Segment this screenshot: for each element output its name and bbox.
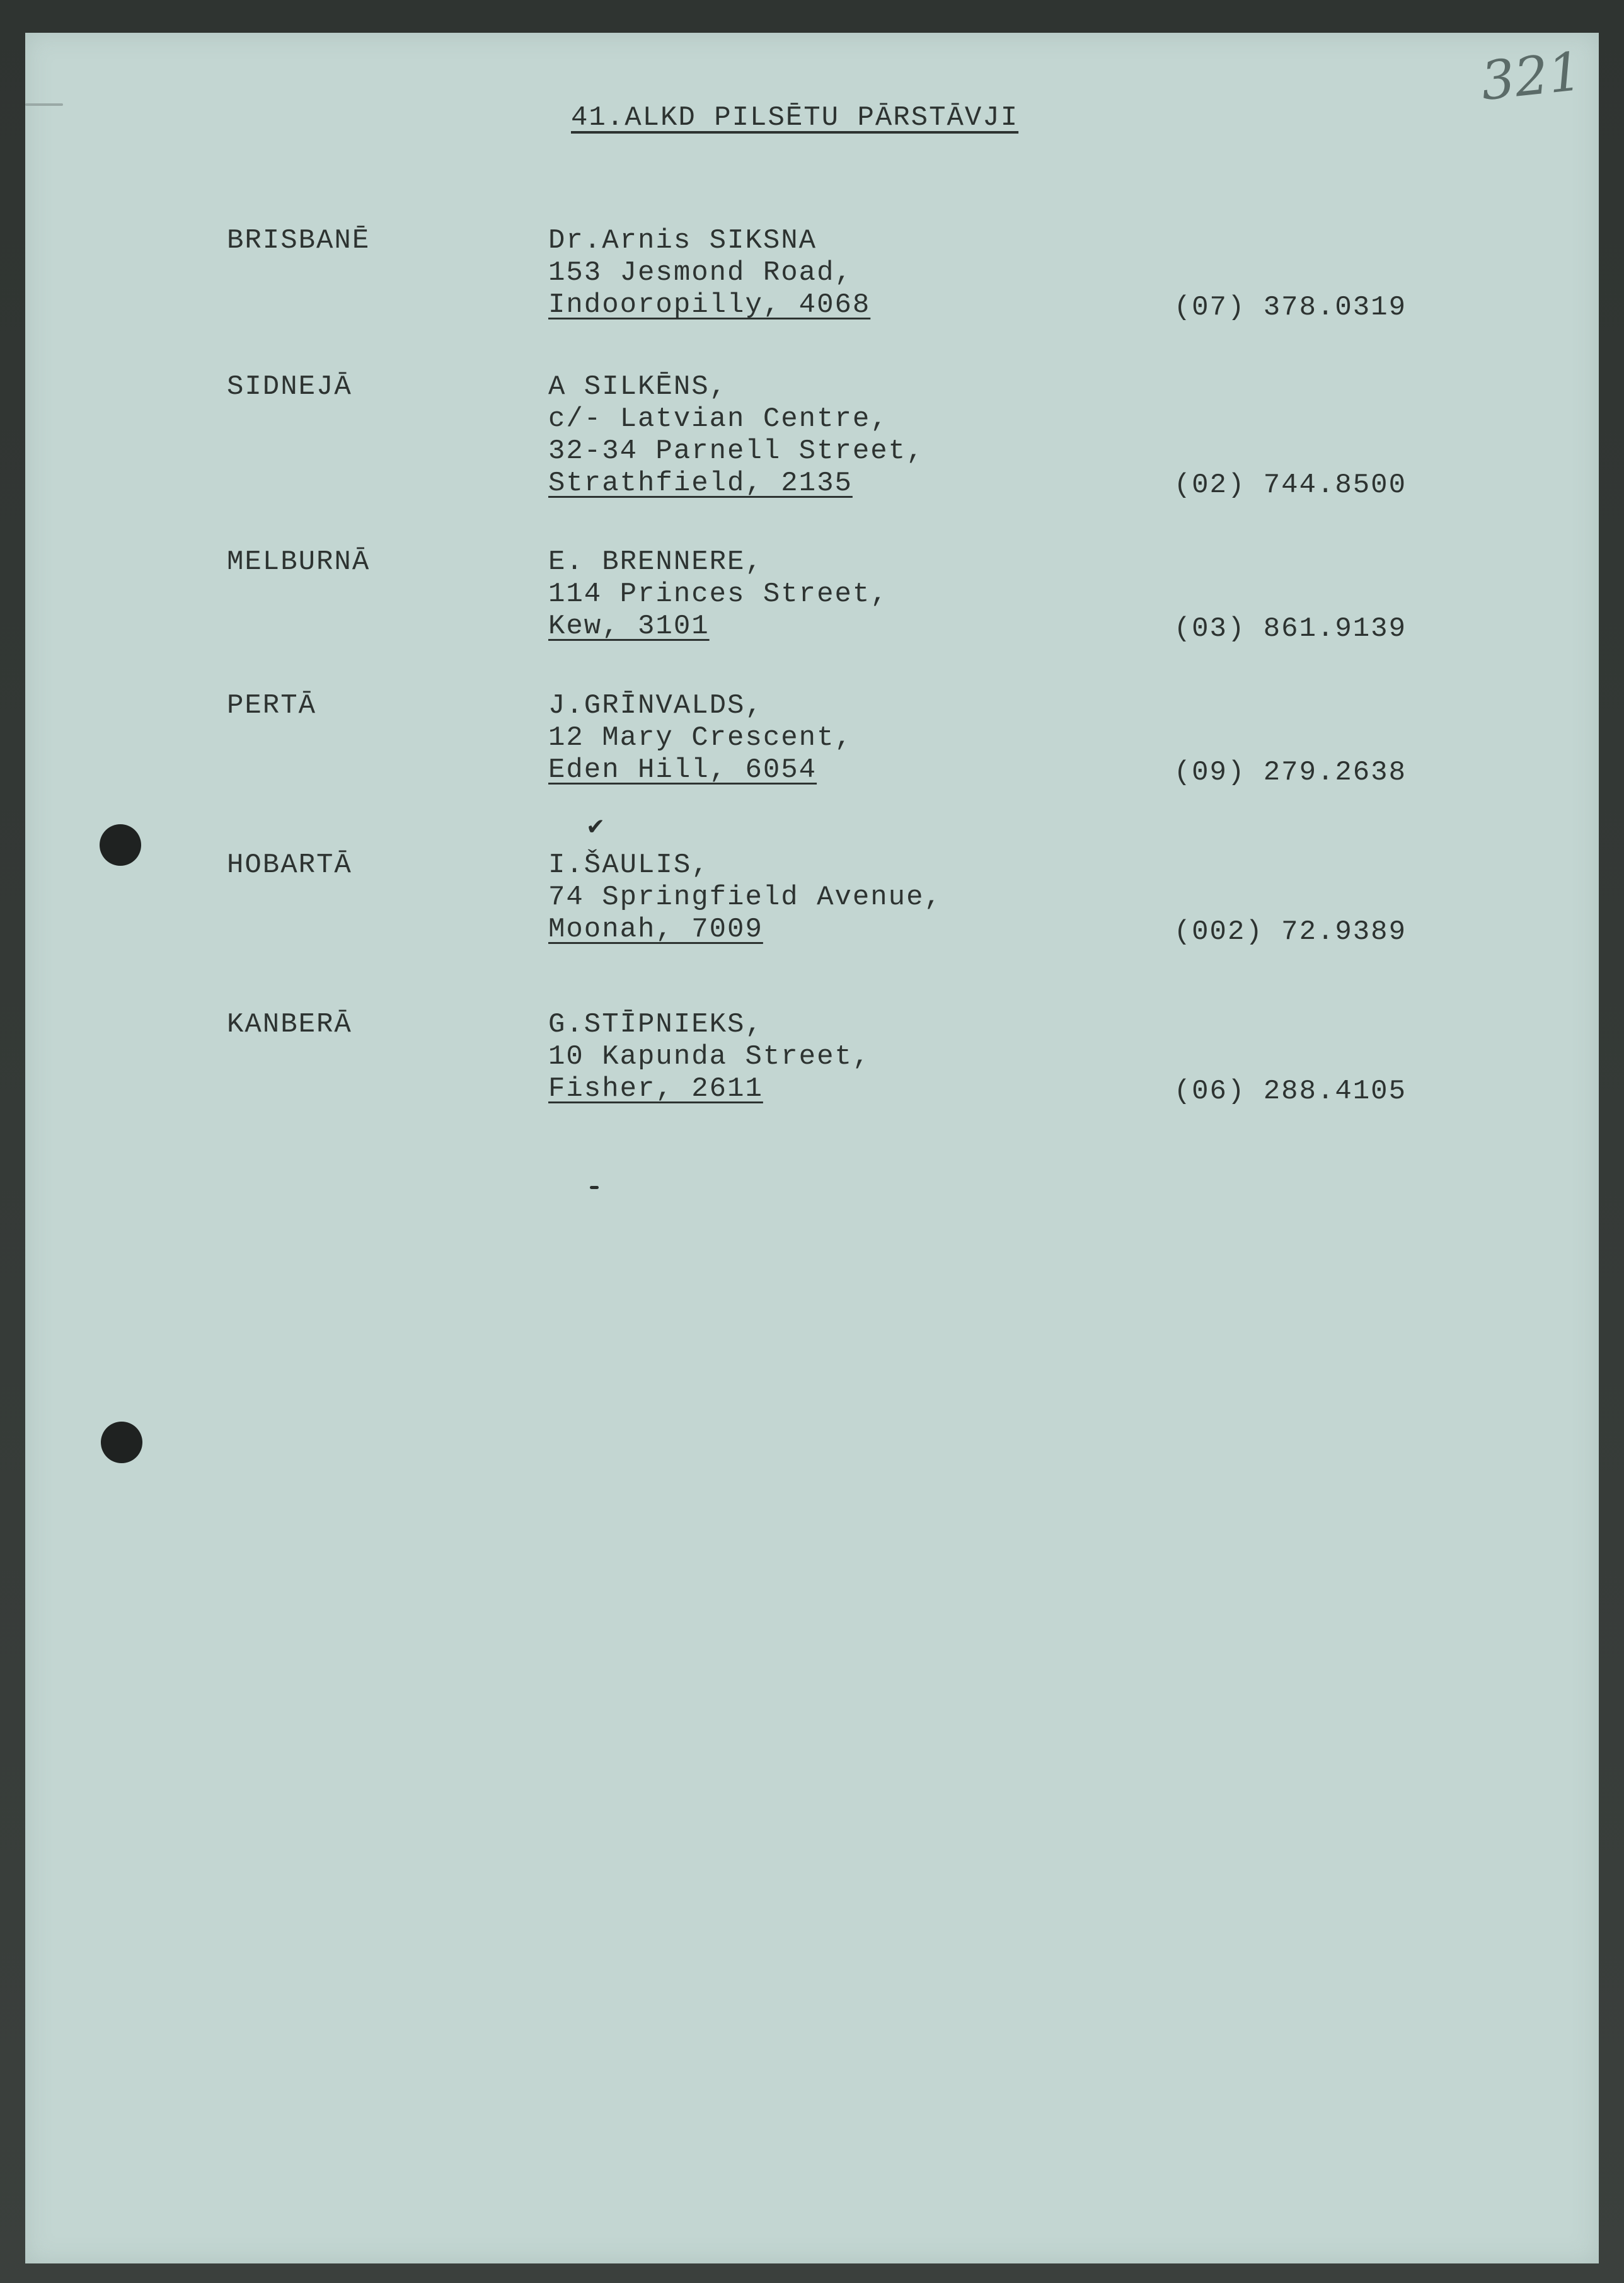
locality-line: Kew, 3101 [548,611,710,642]
city-name: SIDNEJĀ [227,371,352,403]
representative-name: E. BRENNERE, [548,546,763,578]
phone-number: (07) 378.0319 [1173,292,1407,323]
locality-line: Strathfield, 2135 [548,468,853,499]
representative-name: J.GRĪNVALDS, [548,690,763,722]
edge-pencil-mark [25,103,63,106]
address-block [548,546,889,643]
locality-line: Eden Hill, 6054 [548,754,817,786]
pen-tick-mark: ✔ [586,814,606,840]
phone-number: (06) 288.4105 [1173,1076,1407,1107]
address-line: 10 Kapunda Street, [548,1041,871,1072]
city-name: BRISBANĒ [227,225,371,256]
handwritten-page-number: 321 [1478,40,1586,113]
representative-name: A SILKĒNS, [548,371,728,403]
punch-hole [100,824,141,866]
document-title: 41.ALKD PILSĒTU PĀRSTĀVJI [571,102,1019,134]
phone-number: (02) 744.8500 [1173,469,1407,501]
city-name: MELBURNĀ [227,546,371,578]
address-block [548,371,924,500]
phone-number: (09) 279.2638 [1173,757,1407,788]
phone-number: (002) 72.9389 [1173,916,1407,948]
city-name: KANBERĀ [227,1009,352,1040]
locality-line: Moonah, 7009 [548,914,763,945]
address-block [548,225,870,321]
pen-dash-mark [590,1186,599,1189]
address-line: 12 Mary Crescent, [548,722,853,754]
address-block [548,1009,870,1105]
address-line: 74 Springfield Avenue, [548,882,942,913]
locality-line: Fisher, 2611 [548,1073,763,1105]
address-line-2: 32-34 Parnell Street, [548,435,924,467]
representative-name: G.STĪPNIEKS, [548,1009,763,1040]
representative-name: I.ŠAULIS, [548,849,710,881]
paper-sheet [25,33,1599,2263]
city-name: HOBARTĀ [227,849,352,881]
phone-number: (03) 861.9139 [1173,613,1407,645]
representative-name: Dr.Arnis SIKSNA [548,225,817,256]
city-name: PERTĀ [227,690,317,722]
address-line: 114 Princes Street, [548,578,889,610]
locality-line: Indooropilly, 4068 [548,289,871,321]
address-line: 153 Jesmond Road, [548,257,853,289]
address-block [548,849,942,946]
address-line: c/- Latvian Centre, [548,403,889,435]
address-block [548,690,853,786]
punch-hole [101,1422,142,1463]
